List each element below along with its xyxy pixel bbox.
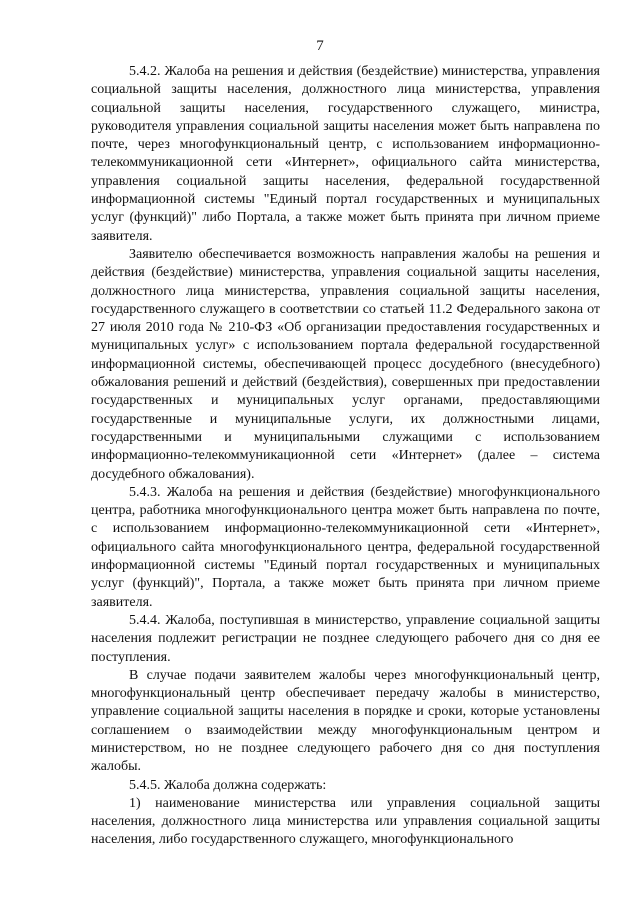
page-number: 7 bbox=[316, 38, 324, 54]
paragraph-mfc-submission: В случае подачи заявителем жалобы через многофункциональный центр, многофункциональный центр обеспечивает передачу жалобы в министерство, управление социальной защиты населения в порядке и сроки, которые установлены соглашением о взаимодействии между многофункциональным центром и министерством, но не позднее следующего рабочего дня со дня поступления жалобы. bbox=[91, 667, 600, 775]
paragraph-item-1: 1) наименование министерства или управления социальной защиты населения, должностного лица министерства или управления социальной защиты населения, либо государственного служащего, многофункционального bbox=[91, 795, 600, 848]
paragraph-5-4-5: 5.4.5. Жалоба должна содержать: bbox=[129, 777, 327, 793]
paragraph-appeal-possibility: Заявителю обеспечивается возможность направления жалобы на решения и действия (бездействие) министерства, управления социальной защиты населения, должностного лица министерства, управления социальной защиты населения, государственного служащего в соответствии со статьей 11.2 Федерального закона от 27 июля 2010 года № 210-ФЗ «Об организации предоставления государственных и муниципальных услуг» с использованием портала федеральной государственной информационной системы, обеспечивающей процесс досудебного (внесудебного) обжалования решений и действий (бездействия), совершенных при предоставлении государственных и муниципальных услуг органами, предоставляющими государственные и муниципальные услуги, их должностными лицами, государственными и муниципальными служащими с использованием информационно-телекоммуникационной сети «Интернет» (далее – система досудебного обжалования). bbox=[91, 246, 600, 482]
document-body bbox=[91, 63, 600, 850]
paragraph-5-4-2: 5.4.2. Жалоба на решения и действия (бездействие) министерства, управления социальной защиты населения, должностного лица министерства, управления социальной защиты населения, государственного служащего, министра, руководителя управления социальной защиты населения может быть направлена по почте, через многофункциональный центр, с использованием информационно-телекоммуникационной сети «Интернет», официального сайта министерства, управления социальной защиты населения, федеральной государственной информационной системы "Единый портал государственных и муниципальных услуг (функций)" либо Портала, а также может быть принята при личном приеме заявителя. bbox=[91, 64, 600, 244]
paragraph-5-4-4: 5.4.4. Жалоба, поступившая в министерство, управление социальной защиты населения подлежит регистрации не позднее следующего рабочего дня со дня ее поступления. bbox=[91, 612, 600, 665]
paragraph-5-4-3: 5.4.3. Жалоба на решения и действия (бездействие) многофункционального центра, работника многофункционального центра может быть направлена по почте, с использованием информационно-телекоммуникационной сети «Интернет», официального сайта многофункционального центра, федеральной государственной информационной системы "Единый портал государственных и муниципальных услуг (функций)", Портала, а также может быть принята при личном приеме заявителя. bbox=[91, 484, 600, 610]
